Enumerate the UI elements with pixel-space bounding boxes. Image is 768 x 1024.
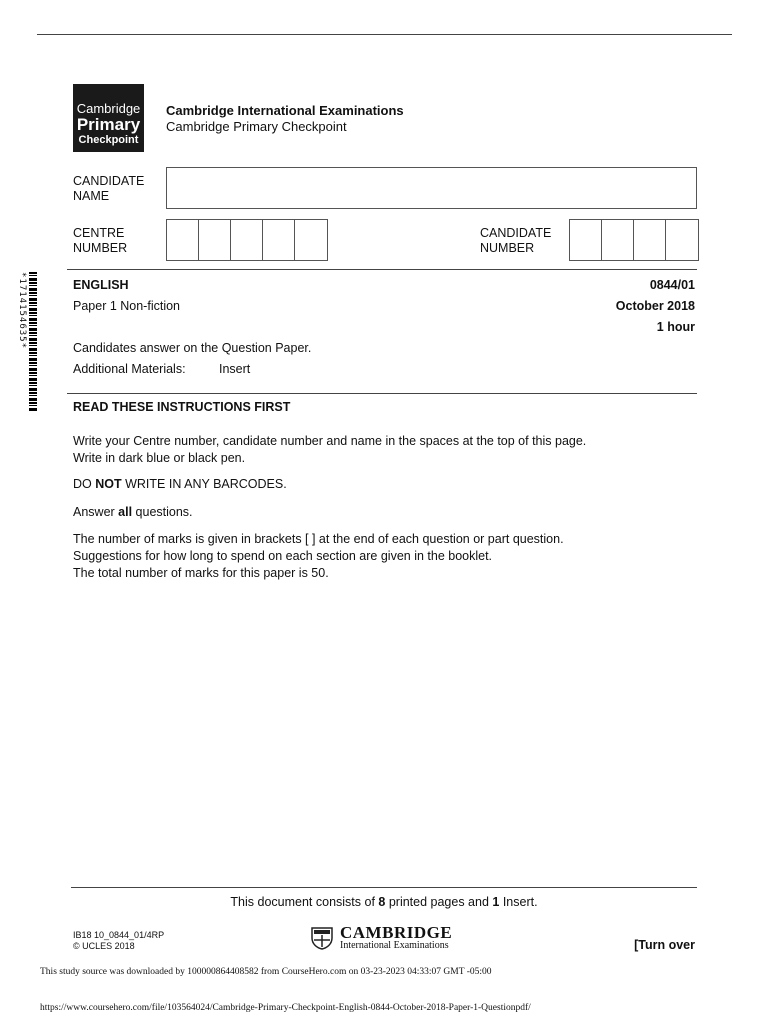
candidate-number-digit[interactable]: [666, 220, 698, 260]
programme-title: Cambridge Primary Checkpoint: [166, 119, 347, 134]
candidate-name-label: CANDIDATE NAME: [73, 174, 145, 203]
centre-number-digit[interactable]: [231, 220, 263, 260]
barcode-icon: [29, 272, 37, 412]
centre-number-digit[interactable]: [167, 220, 199, 260]
paper-code: 0844/01: [649, 278, 695, 292]
centre-number-digit[interactable]: [263, 220, 295, 260]
instruction-line: Write your Centre number, candidate number and name in the spaces at the top of this page.: [73, 434, 587, 448]
answer-note: Candidates answer on the Question Paper.: [73, 341, 312, 355]
centre-number-digit[interactable]: [199, 220, 231, 260]
marks-line: Suggestions for how long to spend on each section are given in the booklet.: [73, 549, 493, 563]
candidate-number-label: CANDIDATE NUMBER: [480, 226, 552, 255]
exam-session: October 2018: [615, 299, 695, 313]
marks-line: The total number of marks for this paper is 50.: [73, 566, 329, 580]
instruction-line: Write in dark blue or black pen.: [73, 451, 246, 465]
paper-title: Paper 1 Non-fiction: [73, 299, 181, 313]
page-count-note: This document consists of 8 printed pages and 1 Insert.: [230, 895, 538, 909]
paper-reference: IB18 10_0844_01/4RP: [73, 930, 165, 940]
rule-above-instructions: [67, 393, 697, 394]
download-note: This study source was downloaded by 100000864408582 from CourseHero.com on 03-23-2023 04:33:07 GMT -05:00: [40, 967, 492, 977]
logo-line-1: Cambridge: [76, 101, 141, 116]
cambridge-shield-icon: [310, 926, 334, 950]
barcode-digits: *1714154635*: [17, 272, 27, 350]
centre-number-label: CENTRE NUMBER: [73, 226, 128, 255]
materials-value: Insert: [219, 362, 251, 376]
source-url[interactable]: https://www.coursehero.com/file/103564024/Cambridge-Primary-Checkpoint-English-0844-October-2018-Paper-1-Questionpdf/: [40, 1003, 531, 1013]
footer-rule: [71, 887, 697, 888]
logo-line-3: Checkpoint: [78, 134, 139, 146]
logo-line-2: Primary: [76, 115, 141, 134]
candidate-number-field[interactable]: [569, 219, 699, 261]
answer-instruction: Answer all questions.: [73, 505, 193, 519]
cambridge-primary-logo: [73, 84, 144, 152]
cambridge-wordmark: CAMBRIDGE: [340, 923, 453, 942]
subject: ENGLISH: [73, 278, 129, 292]
cambridge-subtitle: International Examinations: [340, 940, 449, 951]
org-title: Cambridge International Examinations: [166, 103, 404, 118]
copyright: © UCLES 2018: [73, 941, 135, 951]
centre-number-field[interactable]: [166, 219, 328, 261]
centre-number-digit[interactable]: [295, 220, 327, 260]
instructions-heading: READ THESE INSTRUCTIONS FIRST: [73, 400, 291, 414]
top-rule: [37, 34, 732, 35]
candidate-name-field[interactable]: [166, 167, 697, 209]
barcode-warning: DO NOT WRITE IN ANY BARCODES.: [73, 477, 287, 491]
candidate-number-digit[interactable]: [602, 220, 634, 260]
candidate-number-digit[interactable]: [634, 220, 666, 260]
rule-above-paper: [67, 269, 697, 270]
candidate-number-digit[interactable]: [570, 220, 602, 260]
marks-line: The number of marks is given in brackets [ ] at the end of each question or part question.: [73, 532, 564, 546]
materials-label: Additional Materials:: [73, 362, 186, 376]
turn-over: [Turn over: [634, 938, 695, 952]
exam-duration: 1 hour: [656, 320, 695, 334]
